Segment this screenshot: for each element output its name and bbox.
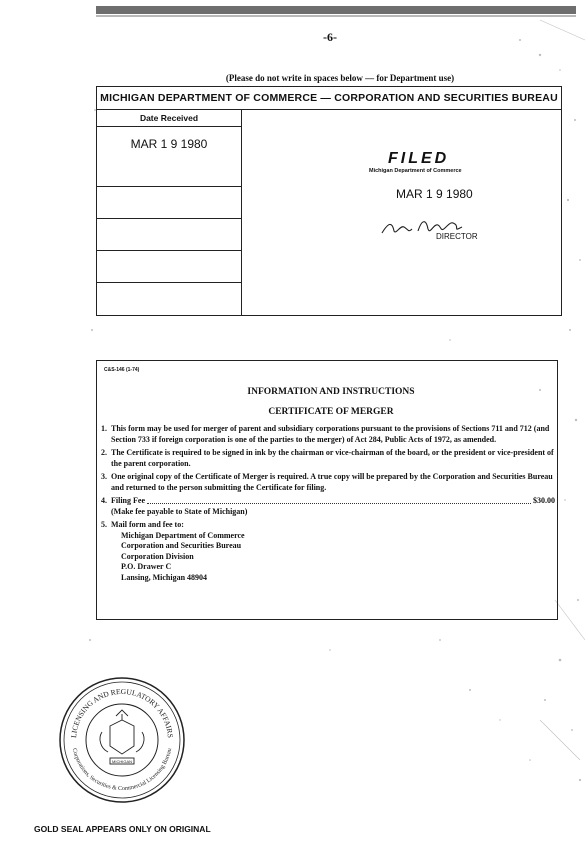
instruction-number: 5.	[101, 520, 107, 529]
filing-fee-item	[101, 496, 555, 517]
address-line: Corporation Division	[121, 551, 194, 561]
filed-stamp-date: MAR 1 9 1980	[396, 187, 473, 201]
instruction-number: 2.	[101, 448, 107, 457]
gold-seal-note: GOLD SEAL APPEARS ONLY ON ORIGINAL	[34, 824, 211, 834]
page-number: -6-	[323, 30, 337, 44]
instructions-list	[101, 424, 555, 586]
blank-row	[97, 187, 241, 219]
svg-text:MICHIGAN: MICHIGAN	[112, 759, 132, 764]
filing-fee-label: Filing Fee	[111, 496, 145, 505]
address-line: Michigan Department of Commerce	[121, 530, 245, 540]
instruction-item	[101, 448, 555, 469]
instruction-text: The Certificate is required to be signed in ink by the chairman or vice-chairman of the board, or the president or vice-president of the parent corporation.	[111, 448, 554, 468]
date-received-column	[97, 109, 242, 315]
certificate-title: CERTIFICATE OF MERGER	[268, 407, 394, 417]
date-received-label: Date Received	[97, 109, 241, 127]
instruction-item	[101, 424, 555, 445]
svg-text:Corporations, Securities & Com: Corporations, Securities & Commercial Licensing Bureau	[70, 747, 174, 793]
address-line: Lansing, Michigan 48904	[121, 572, 208, 582]
state-seal	[58, 676, 186, 804]
scan-edge-bar	[96, 6, 576, 14]
form-code: C&S-146 (1-74)	[104, 367, 140, 373]
blank-row	[97, 219, 241, 251]
department-use-notice: (Please do not write in spaces below — for Department use)	[225, 73, 455, 83]
svg-text:LICENSING AND REGULATORY AFFAI: LICENSING AND REGULATORY AFFAIRS	[69, 686, 175, 739]
instructions-title: INFORMATION AND INSTRUCTIONS	[247, 387, 415, 397]
blank-row	[97, 251, 241, 283]
instruction-number: 3.	[101, 472, 107, 481]
mail-to-item	[101, 520, 555, 583]
instruction-text: One original copy of the Certificate of Merger is required. A true copy will be prepared by the Corporation and Securities Bureau and returned to the person submitting the Certificate for filing.	[111, 472, 553, 492]
instruction-number: 1.	[101, 424, 107, 433]
date-received-value: MAR 1 9 1980	[97, 127, 241, 187]
filed-stamp-director-label: DIRECTOR	[436, 232, 478, 241]
filed-stamp-title: FILED	[388, 150, 450, 167]
instruction-text: This form may be used for merger of parent and subsidiary corporations pursuant to the provisions of Sections 711 and 712 (and Section 733 if foreign corporation is one of the parties to the merger) of Act 284, Public Acts of 1972, as amended.	[111, 424, 550, 444]
filed-stamp-subtitle: Michigan Department of Commerce	[369, 168, 462, 174]
filing-fee-amount: $30.00	[533, 496, 555, 505]
leader-dots	[147, 496, 531, 504]
instruction-number: 4.	[101, 496, 107, 505]
instruction-item	[101, 472, 555, 493]
blank-row	[97, 283, 241, 315]
mail-to-label: Mail form and fee to:	[111, 520, 184, 529]
filing-fee-note: (Make fee payable to State of Michigan)	[111, 506, 248, 516]
mail-address	[111, 531, 555, 584]
department-box-header: MICHIGAN DEPARTMENT OF COMMERCE — CORPORATION AND SECURITIES BUREAU	[97, 87, 561, 110]
scan-edge-line	[96, 15, 576, 17]
department-use-box	[96, 86, 562, 316]
address-line: P.O. Drawer C	[121, 562, 172, 571]
address-line: Corporation and Securities Bureau	[121, 541, 242, 550]
